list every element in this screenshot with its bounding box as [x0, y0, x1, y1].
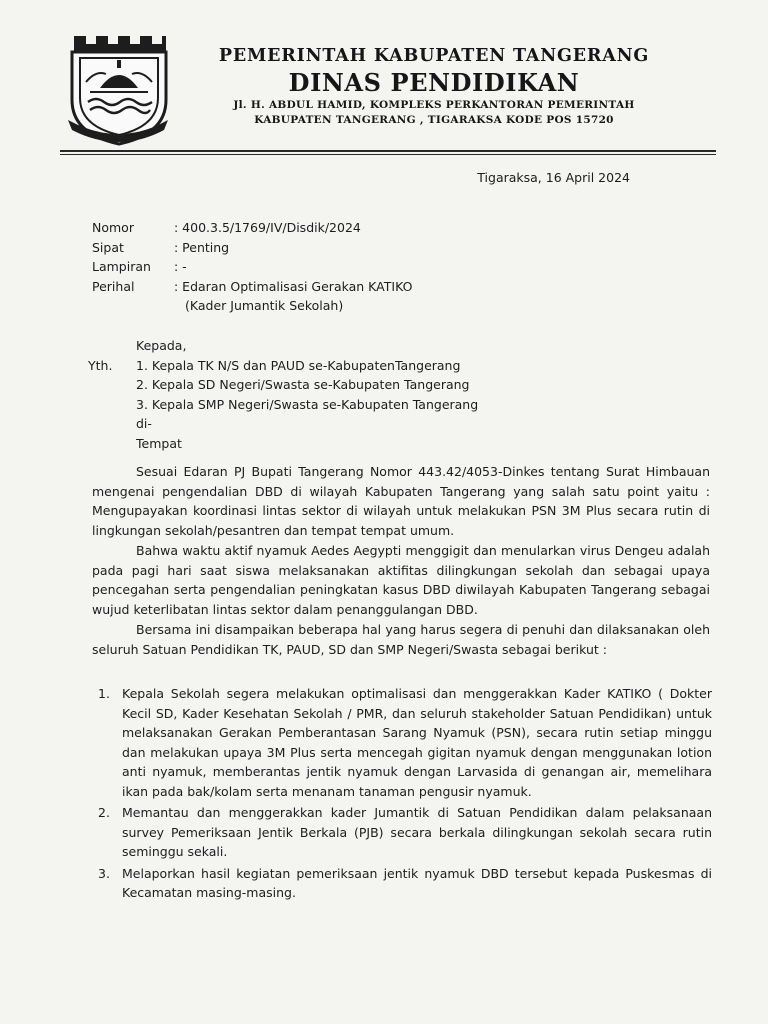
yth-label: Yth. — [88, 357, 113, 373]
letter-body — [92, 462, 710, 659]
di-label: di- — [136, 416, 152, 431]
list-number: 1. — [98, 686, 110, 701]
meta-label: Nomor — [92, 220, 134, 235]
recipient-row — [88, 356, 478, 376]
tempat-label: Tempat — [136, 435, 182, 451]
meta-row-nomor — [92, 218, 412, 238]
meta-value: : Penting — [174, 239, 230, 255]
meta-row-lampiran — [92, 257, 412, 277]
list-item — [98, 684, 712, 801]
letter-date: Tigaraksa, 16 April 2024 — [477, 170, 630, 185]
meta-label: Lampiran — [92, 259, 151, 274]
recipient-item: 1. Kepala TK N/S dan PAUD se-KabupatenTangerang — [136, 357, 461, 373]
letter-meta — [92, 218, 412, 316]
address-line-2: KABUPATEN TANGERANG , TIGARAKSA KODE POS 15720 — [254, 114, 614, 126]
tangerang-regency-logo — [66, 30, 170, 148]
department-name: DINAS PENDIDIKAN — [288, 68, 580, 97]
list-item — [98, 864, 712, 903]
list-text: Memantau dan menggerakkan kader Jumantik di Satuan Pendidikan dalam pelaksanaan survey Pemeriksaan Jentik Berkala (PJB) secara berkala dilingkungan sekolah secara rutin seminggu sekali. — [122, 805, 712, 859]
meta-value: : Edaran Optimalisasi Gerakan KATIKO — [174, 278, 413, 294]
body-paragraph: Bahwa waktu aktif nyamuk Aedes Aegypti menggigit dan menularkan virus Dengeu adalah pada pagi hari saat siswa melaksanakan aktifitas dilingkungan sekolah dan sebagai upaya pencegahan serta pengendalian peningkatan kasus DBD diwilayah Kabupaten Tangerang sebagai wujud keterlibatan lintas sektor dalam penanggulangan DBD. — [92, 543, 710, 617]
letterhead — [184, 44, 684, 128]
list-item — [98, 803, 712, 862]
meta-value: : - — [174, 259, 187, 274]
list-number: 2. — [98, 805, 110, 820]
kepada-label: Kepada, — [136, 338, 187, 353]
meta-label: Sipat — [92, 239, 124, 255]
government-name: PEMERINTAH KABUPATEN TANGERANG — [218, 46, 650, 66]
letterhead-rule-thin — [60, 154, 716, 155]
instruction-list — [98, 684, 712, 905]
address-line-1: Jl. H. ABDUL HAMID, KOMPLEKS PERKANTORAN PEMERINTAH — [233, 99, 635, 111]
list-number: 3. — [98, 865, 110, 881]
list-text: Kepala Sekolah segera melakukan optimalisasi dan menggerakkan Kader KATIKO ( Dokter Kecil SD, Kader Kesehatan Sekolah / PMR, dan seluruh stakeholder Satuan Pendidikan) untuk melaksanakan Gerakan Pemberantasan Sarang Nyamuk (PSN), secara rutin setiap minggu dan melakukan upaya 3M Plus serta mencegah gigitan nyamuk dengan menggunakan lotion anti nyamuk, memberantas jentik nyamuk dengan Larvasida di genangan air, memelihara ikan pada bak/kolam serta menanam tanaman pengusir nyamuk. — [122, 686, 712, 799]
list-text: Melaporkan hasil kegiatan pemeriksaan jentik nyamuk DBD tersebut kepada Puskesmas di Kecamatan masing-masing. — [122, 865, 712, 900]
meta-value: : 400.3.5/1769/IV/Disdik/2024 — [174, 220, 361, 235]
body-paragraph: Sesuai Edaran PJ Bupati Tangerang Nomor 443.42/4053-Dinkes tentang Surat Himbauan mengenai pengendalian DBD di wilayah Kabupaten Tangerang yang salah satu point yaitu : Mengupayakan koordinasi lintas sektor di wilayah untuk melakukan PSN 3M Plus secara rutin di lingkungan sekolah/pesantren dan tempat tempat umum. — [92, 464, 710, 538]
recipient-item: 2. Kepala SD Negeri/Swasta se-Kabupaten Tangerang — [136, 377, 470, 392]
meta-row-perihal — [92, 277, 412, 297]
subject-line-2: (Kader Jumantik Sekolah) — [185, 298, 344, 313]
recipient-item: 3. Kepala SMP Negeri/Swasta se-Kabupaten Tangerang — [136, 396, 479, 412]
meta-row-perihal-cont — [92, 296, 412, 316]
meta-row-sipat — [92, 238, 412, 258]
letterhead-rule-thick — [60, 150, 716, 152]
body-paragraph: Bersama ini disampaikan beberapa hal yang harus segera di penuhi dan dilaksanakan oleh seluruh Satuan Pendidikan TK, PAUD, SD dan SMP Negeri/Swasta sebagai berikut : — [92, 622, 710, 657]
recipients-block — [88, 336, 478, 453]
meta-label: Perihal — [92, 278, 135, 294]
